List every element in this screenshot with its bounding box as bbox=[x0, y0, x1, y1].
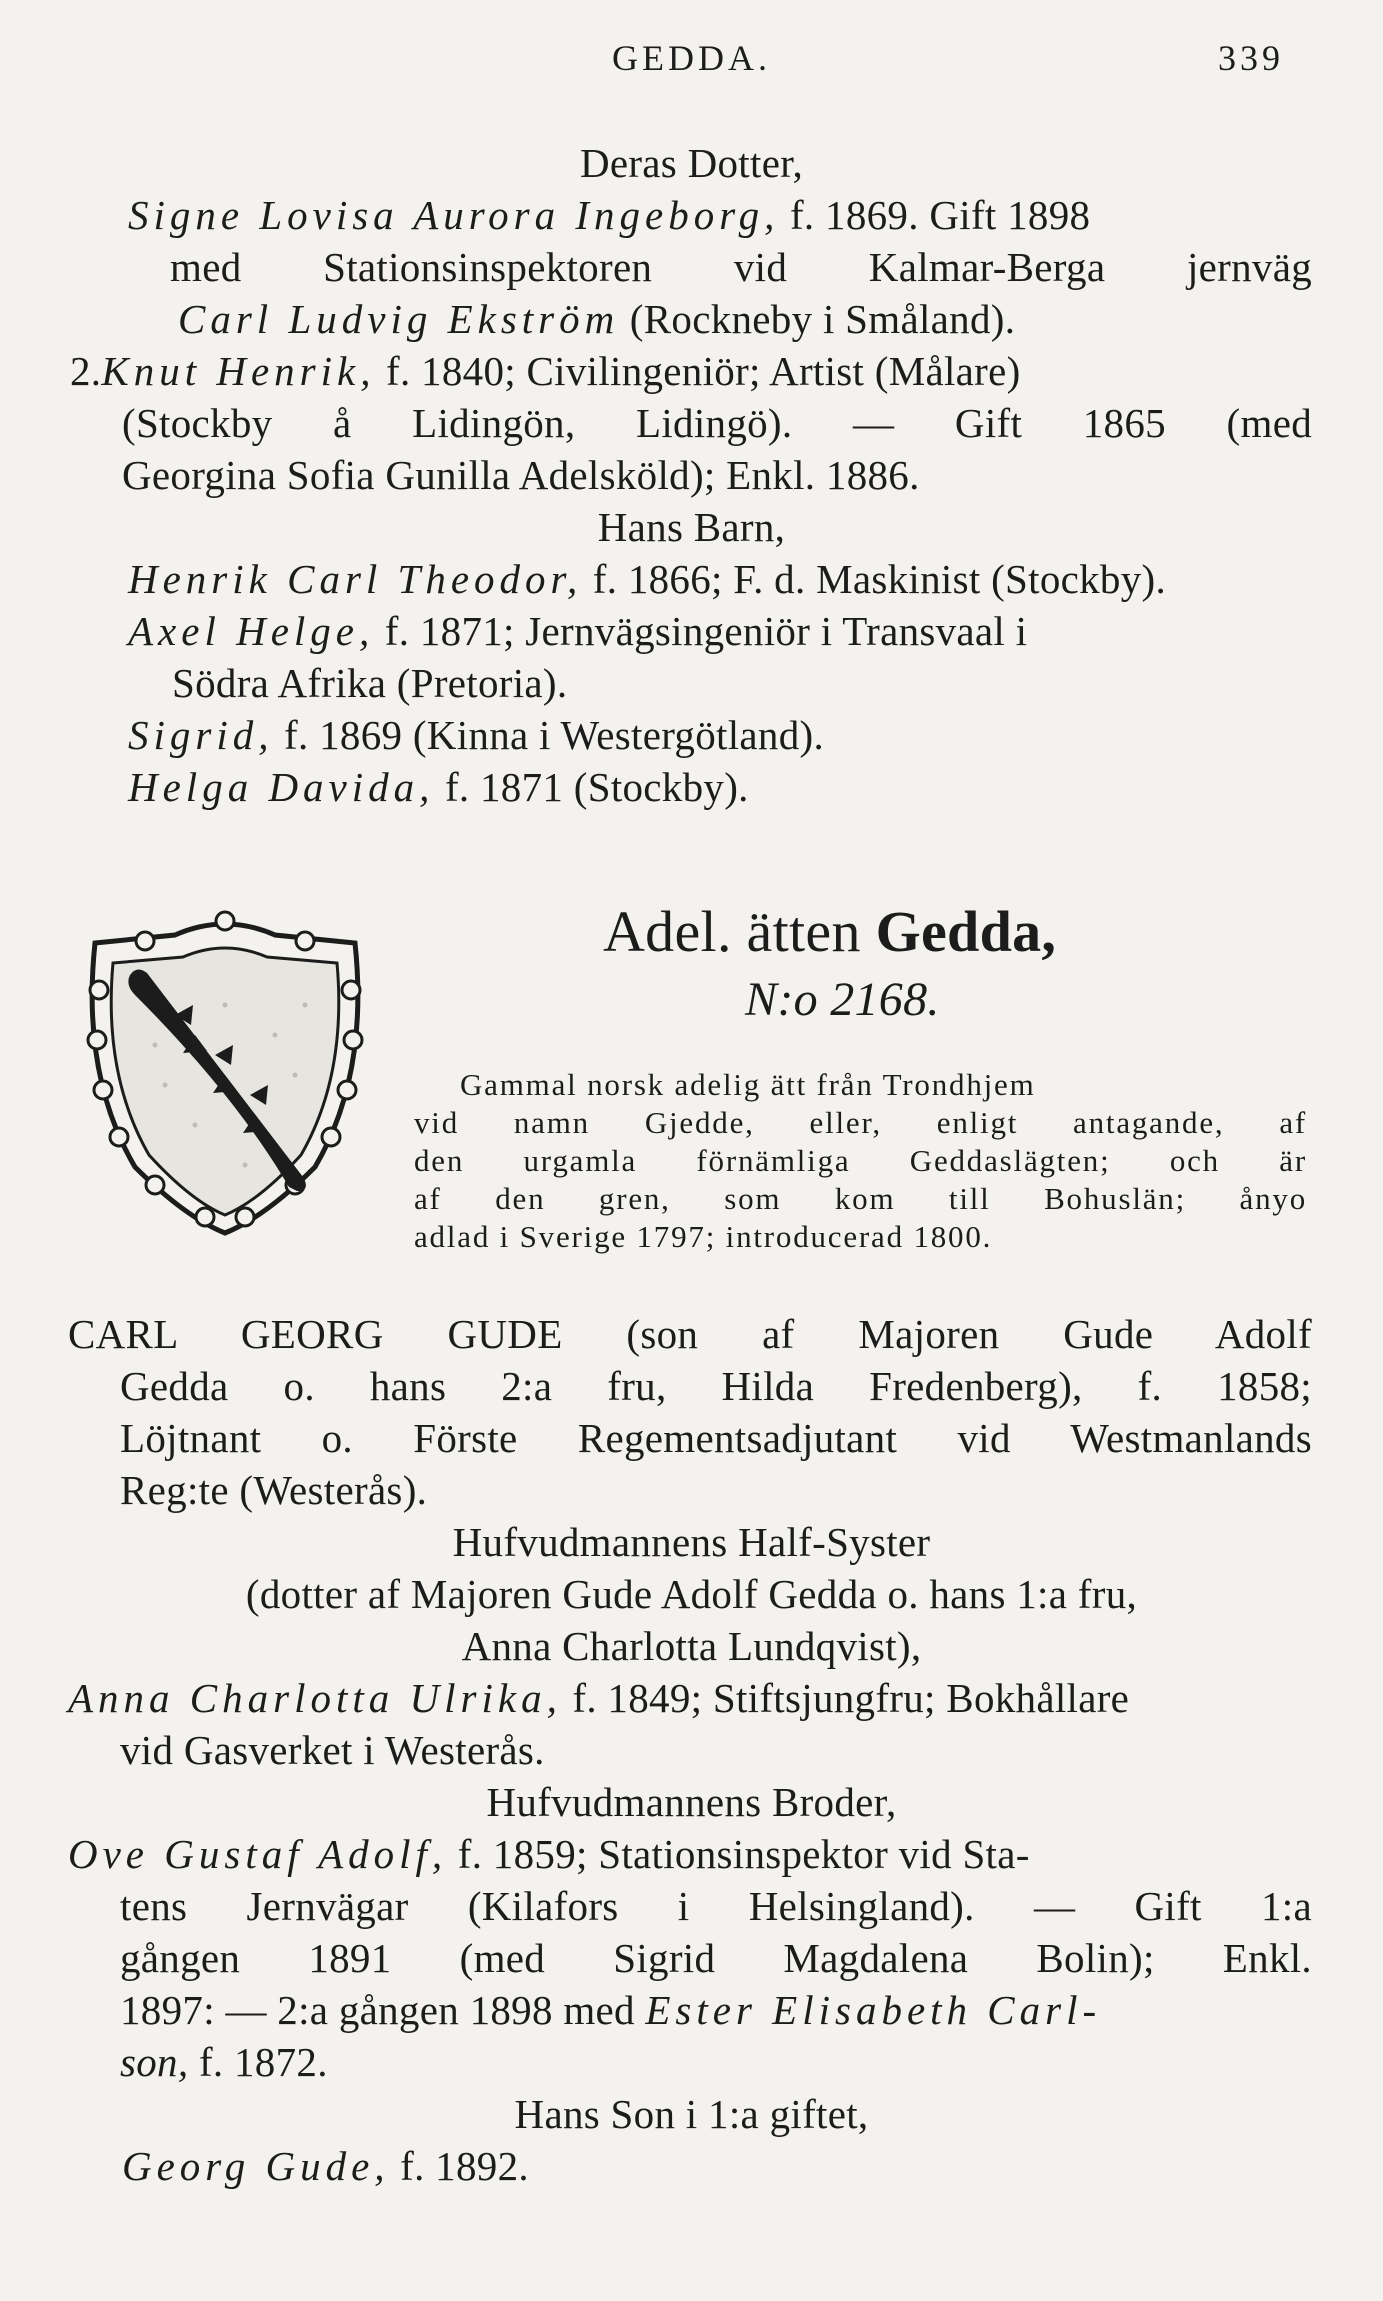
person-name: Signe Lovisa Aurora Ingeborg, bbox=[128, 192, 780, 238]
running-header-title: GEDDA. bbox=[612, 38, 771, 78]
text-line: Reg:te (Westerås). bbox=[120, 1467, 428, 1513]
person-name: son, bbox=[120, 2039, 189, 2085]
entry-anna: Anna Charlotta Ulrika, f. 1849; Stiftsjungfru; Bokhållare bbox=[68, 1675, 1130, 1721]
text-line: med Stationsinspektoren vid Kalmar-Berga jernväg bbox=[170, 244, 1312, 290]
text-line: 1897: — 2:a gången 1898 med Ester Elisabeth Carl- bbox=[120, 1987, 1102, 2033]
person-name: Helga Davida, bbox=[128, 764, 435, 810]
description-line: af den gren, som kom till Bohuslän; ånyo bbox=[414, 1181, 1307, 1216]
entry-henrik: Henrik Carl Theodor, f. 1866; F. d. Maskinist (Stockby). bbox=[128, 556, 1167, 602]
text-line: tens Jernvägar (Kilafors i Helsingland). — Gift 1:a bbox=[120, 1883, 1312, 1929]
entry-sigrid: Sigrid, f. 1869 (Kinna i Westergötland). bbox=[128, 712, 825, 758]
text-line: Södra Afrika (Pretoria). bbox=[172, 660, 568, 706]
entry-helga: Helga Davida, f. 1871 (Stockby). bbox=[128, 764, 749, 810]
entry-axel: Axel Helge, f. 1871; Jernvägsingeniör i Transvaal i bbox=[128, 608, 1028, 654]
text-line: Carl Ludvig Ekström (Rockneby i Småland). bbox=[178, 296, 1016, 342]
heading-children: Hans Barn, bbox=[597, 504, 786, 550]
description-line: adlad i Sverige 1797; introducerad 1800. bbox=[414, 1219, 993, 1254]
coat-of-arms-icon bbox=[75, 905, 375, 1238]
heading-daughter: Deras Dotter, bbox=[579, 140, 804, 186]
text-line: Gedda o. hans 2:a fru, Hilda Fredenberg), f. 1858; bbox=[120, 1363, 1312, 1409]
person-name: Henrik Carl Theodor, bbox=[128, 556, 583, 602]
text-line: (dotter af Majoren Gude Adolf Gedda o. hans 1:a fru, bbox=[245, 1571, 1138, 1617]
person-name: Carl Ludvig Ekström bbox=[178, 296, 620, 342]
text-line: Anna Charlotta Lundqvist), bbox=[461, 1623, 922, 1669]
person-name: Georg Gude, bbox=[122, 2143, 390, 2189]
description-line: den urgamla förnämliga Geddaslägten; och är bbox=[414, 1143, 1307, 1178]
family-name: Gedda, bbox=[875, 899, 1057, 964]
family-title: Adel. ätten Gedda, bbox=[603, 899, 1057, 964]
text-line: son, f. 1872. bbox=[120, 2039, 328, 2085]
person-name: Ove Gustaf Adolf, bbox=[68, 1831, 448, 1877]
text-line: vid Gasverket i Westerås. bbox=[120, 1727, 545, 1773]
entry-georg: Georg Gude, f. 1892. bbox=[122, 2143, 529, 2189]
heading-brother: Hufvudmannens Broder, bbox=[486, 1779, 897, 1825]
text-line: Löjtnant o. Förste Regementsadjutant vid Westmanlands bbox=[120, 1415, 1312, 1461]
family-number: N:o 2168. bbox=[745, 973, 940, 1026]
description-line: vid namn Gjedde, eller, enligt antagande, af bbox=[414, 1105, 1307, 1140]
person-name: Knut Henrik, bbox=[101, 348, 376, 394]
entry-knut: 2.Knut Henrik, f. 1840; Civilingeniör; Artist (Målare) bbox=[70, 348, 1021, 394]
text-line: (Stockby å Lidingön, Lidingö). — Gift 1865 (med bbox=[122, 400, 1312, 446]
head-of-family: CARL GEORG GUDE (son af Majoren Gude Adolf bbox=[68, 1311, 1312, 1357]
heading-son: Hans Son i 1:a giftet, bbox=[514, 2091, 869, 2137]
person-name: Ester Elisabeth Carl- bbox=[645, 1987, 1102, 2033]
person-name: Sigrid, bbox=[128, 712, 274, 758]
person-name: Anna Charlotta Ulrika, bbox=[68, 1675, 562, 1721]
person-name: Axel Helge, bbox=[128, 608, 375, 654]
page-number: 339 bbox=[1218, 38, 1284, 78]
text-line: Georgina Sofia Gunilla Adelsköld); Enkl. 1886. bbox=[122, 452, 920, 498]
heading-half-sister: Hufvudmannens Half-Syster bbox=[452, 1519, 931, 1565]
text-line: gången 1891 (med Sigrid Magdalena Bolin); Enkl. bbox=[120, 1935, 1312, 1981]
entry-ove: Ove Gustaf Adolf, f. 1859; Stationsinspektor vid Sta- bbox=[68, 1831, 1030, 1877]
entry-signe: Signe Lovisa Aurora Ingeborg, f. 1869. Gift 1898 bbox=[128, 192, 1091, 238]
description-line: Gammal norsk adelig ätt från Trondhjem bbox=[460, 1067, 1036, 1102]
